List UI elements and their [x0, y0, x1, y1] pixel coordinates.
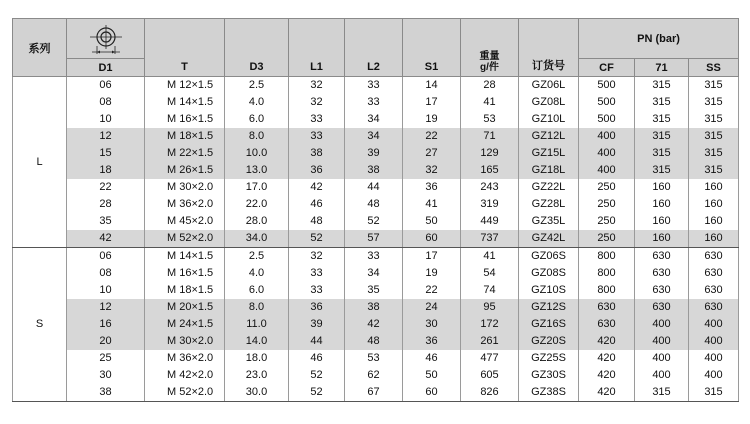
cell-d3: 14.0 — [225, 333, 289, 350]
cell-n71: 400 — [635, 316, 689, 333]
cell-s1: 41 — [403, 196, 461, 213]
cell-l1: 46 — [289, 196, 345, 213]
cell-s1: 17 — [403, 248, 461, 266]
cell-ss: 160 — [689, 230, 739, 248]
cell-l1: 44 — [289, 333, 345, 350]
cell-d1: 25 — [67, 350, 145, 367]
cell-weight: 71 — [461, 128, 519, 145]
cell-s1: 22 — [403, 282, 461, 299]
cell-weight: 449 — [461, 213, 519, 230]
cell-d3: 8.0 — [225, 128, 289, 145]
cell-order: GZ08L — [519, 94, 579, 111]
cell-n71: 315 — [635, 384, 689, 402]
cell-order: GZ12S — [519, 299, 579, 316]
cell-d1: 20 — [67, 333, 145, 350]
cell-d3: 17.0 — [225, 179, 289, 196]
cell-d1: 42 — [67, 230, 145, 248]
cell-weight: 53 — [461, 111, 519, 128]
header-d1: D1 — [67, 59, 145, 77]
cell-cf: 500 — [579, 77, 635, 95]
cell-weight: 261 — [461, 333, 519, 350]
cell-n71: 160 — [635, 179, 689, 196]
cell-l2: 34 — [345, 265, 403, 282]
table-row — [13, 111, 739, 128]
cell-cf: 500 — [579, 111, 635, 128]
cell-cf: 800 — [579, 265, 635, 282]
cell-cf: 420 — [579, 367, 635, 384]
cell-t: M 12×1.5 — [145, 77, 225, 95]
cell-l1: 32 — [289, 77, 345, 95]
table-row — [13, 282, 739, 299]
header-pn — [579, 19, 739, 59]
cell-s1: 36 — [403, 179, 461, 196]
cell-order: GZ22L — [519, 179, 579, 196]
cell-cf: 630 — [579, 299, 635, 316]
header-s1 — [403, 19, 461, 77]
cell-ss: 315 — [689, 111, 739, 128]
cell-order: GZ10S — [519, 282, 579, 299]
cell-cf: 630 — [579, 316, 635, 333]
cell-s1: 50 — [403, 213, 461, 230]
header-pn-label: PN (bar) — [637, 32, 680, 45]
cell-n71: 630 — [635, 299, 689, 316]
table-row — [13, 333, 739, 350]
cell-t: M 14×1.5 — [145, 248, 225, 266]
cell-ss: 315 — [689, 384, 739, 402]
cell-l2: 48 — [345, 333, 403, 350]
table-row — [13, 145, 739, 162]
table-row — [13, 350, 739, 367]
cell-d3: 4.0 — [225, 94, 289, 111]
cell-d3: 6.0 — [225, 282, 289, 299]
cell-l1: 52 — [289, 230, 345, 248]
cell-t: M 24×1.5 — [145, 316, 225, 333]
header-weight-line1: 重量 — [479, 51, 500, 62]
cell-l1: 36 — [289, 299, 345, 316]
cell-ss: 400 — [689, 350, 739, 367]
cell-l1: 33 — [289, 265, 345, 282]
cell-s1: 27 — [403, 145, 461, 162]
cell-d1: 12 — [67, 299, 145, 316]
cell-d3: 23.0 — [225, 367, 289, 384]
cell-order: GZ12L — [519, 128, 579, 145]
cell-d3: 28.0 — [225, 213, 289, 230]
header-series: 系列 — [13, 19, 67, 77]
cell-order: GZ38S — [519, 384, 579, 402]
cell-t: M 16×1.5 — [145, 265, 225, 282]
table-row — [13, 162, 739, 179]
cell-n71: 315 — [635, 94, 689, 111]
cell-n71: 630 — [635, 248, 689, 266]
cell-ss: 160 — [689, 179, 739, 196]
table-row — [13, 77, 739, 95]
cell-cf: 250 — [579, 179, 635, 196]
cell-d3: 6.0 — [225, 111, 289, 128]
cell-n71: 400 — [635, 367, 689, 384]
cell-d3: 2.5 — [225, 77, 289, 95]
header-l2-label: L2 — [367, 61, 380, 73]
cell-l2: 52 — [345, 213, 403, 230]
cell-n71: 400 — [635, 333, 689, 350]
table-row — [13, 384, 739, 402]
cell-t: M 20×1.5 — [145, 299, 225, 316]
cell-l2: 33 — [345, 248, 403, 266]
series-cell: L — [13, 77, 67, 248]
cell-s1: 17 — [403, 94, 461, 111]
cell-order: GZ18L — [519, 162, 579, 179]
cell-d1: 22 — [67, 179, 145, 196]
cell-weight: 129 — [461, 145, 519, 162]
cell-d3: 4.0 — [225, 265, 289, 282]
cell-t: M 30×2.0 — [145, 179, 225, 196]
cell-weight: 95 — [461, 299, 519, 316]
cell-l2: 38 — [345, 299, 403, 316]
cell-d1: 10 — [67, 111, 145, 128]
table-row — [13, 213, 739, 230]
cell-weight: 737 — [461, 230, 519, 248]
cell-s1: 19 — [403, 265, 461, 282]
cell-l1: 33 — [289, 282, 345, 299]
cell-t: M 26×1.5 — [145, 162, 225, 179]
header-weight — [461, 19, 519, 77]
cell-n71: 630 — [635, 282, 689, 299]
cell-n71: 315 — [635, 77, 689, 95]
cell-order: GZ15L — [519, 145, 579, 162]
cell-l1: 32 — [289, 94, 345, 111]
cell-d1: 16 — [67, 316, 145, 333]
cell-t: M 30×2.0 — [145, 333, 225, 350]
table-row — [13, 230, 739, 248]
cell-weight: 74 — [461, 282, 519, 299]
cell-weight: 243 — [461, 179, 519, 196]
cell-n71: 315 — [635, 111, 689, 128]
cell-l2: 62 — [345, 367, 403, 384]
cell-order: GZ16S — [519, 316, 579, 333]
cell-cf: 420 — [579, 350, 635, 367]
cell-cf: 400 — [579, 145, 635, 162]
spec-table — [12, 18, 739, 402]
cell-s1: 50 — [403, 367, 461, 384]
table-row — [13, 248, 739, 266]
cell-ss: 630 — [689, 248, 739, 266]
cell-l2: 33 — [345, 94, 403, 111]
cell-weight: 41 — [461, 248, 519, 266]
cell-l2: 53 — [345, 350, 403, 367]
header-l1 — [289, 19, 345, 77]
cell-ss: 160 — [689, 213, 739, 230]
cell-weight: 605 — [461, 367, 519, 384]
cell-l2: 39 — [345, 145, 403, 162]
table-row — [13, 265, 739, 282]
cell-weight: 477 — [461, 350, 519, 367]
header-order-label: 订货号 — [532, 60, 565, 72]
cell-l1: 46 — [289, 350, 345, 367]
cell-d1: 10 — [67, 282, 145, 299]
spec-table-container — [12, 18, 738, 402]
header-cf: CF — [579, 59, 635, 77]
cell-weight: 41 — [461, 94, 519, 111]
cell-order: GZ08S — [519, 265, 579, 282]
table-row — [13, 179, 739, 196]
cell-d1: 28 — [67, 196, 145, 213]
cell-d1: 06 — [67, 248, 145, 266]
cell-t: M 45×2.0 — [145, 213, 225, 230]
cell-s1: 14 — [403, 77, 461, 95]
cell-ss: 630 — [689, 265, 739, 282]
cell-d3: 2.5 — [225, 248, 289, 266]
cell-d3: 30.0 — [225, 384, 289, 402]
header-s1-label: S1 — [424, 61, 439, 73]
cell-s1: 46 — [403, 350, 461, 367]
cell-t: M 52×2.0 — [145, 230, 225, 248]
cell-s1: 36 — [403, 333, 461, 350]
cell-order: GZ20S — [519, 333, 579, 350]
cell-d1: 12 — [67, 128, 145, 145]
cell-n71: 315 — [635, 145, 689, 162]
cell-t: M 14×1.5 — [145, 94, 225, 111]
header-t-label: T — [181, 61, 188, 73]
cell-s1: 30 — [403, 316, 461, 333]
cell-d3: 11.0 — [225, 316, 289, 333]
cell-t: M 16×1.5 — [145, 111, 225, 128]
cell-d3: 13.0 — [225, 162, 289, 179]
cell-cf: 800 — [579, 282, 635, 299]
cell-ss: 630 — [689, 282, 739, 299]
table-body — [13, 77, 739, 402]
cell-weight: 28 — [461, 77, 519, 95]
cell-ss: 400 — [689, 367, 739, 384]
cell-t: M 22×1.5 — [145, 145, 225, 162]
cell-d1: 08 — [67, 94, 145, 111]
cell-l1: 33 — [289, 128, 345, 145]
cell-t: M 18×1.5 — [145, 282, 225, 299]
cell-ss: 400 — [689, 333, 739, 350]
cell-cf: 250 — [579, 196, 635, 213]
cell-d3: 22.0 — [225, 196, 289, 213]
cell-weight: 165 — [461, 162, 519, 179]
cell-s1: 24 — [403, 299, 461, 316]
cell-n71: 160 — [635, 213, 689, 230]
series-cell: S — [13, 248, 67, 402]
cell-ss: 315 — [689, 77, 739, 95]
cell-l1: 36 — [289, 162, 345, 179]
cell-d1: 08 — [67, 265, 145, 282]
cell-ss: 315 — [689, 128, 739, 145]
cell-n71: 400 — [635, 350, 689, 367]
cell-d3: 8.0 — [225, 299, 289, 316]
cell-l1: 32 — [289, 248, 345, 266]
cell-l2: 44 — [345, 179, 403, 196]
cell-l1: 39 — [289, 316, 345, 333]
header-d1-symbol-cell — [67, 19, 145, 59]
cell-t: M 42×2.0 — [145, 367, 225, 384]
cell-s1: 22 — [403, 128, 461, 145]
cell-order: GZ06L — [519, 77, 579, 95]
cell-l2: 67 — [345, 384, 403, 402]
cell-d1: 15 — [67, 145, 145, 162]
cell-d1: 38 — [67, 384, 145, 402]
cell-d3: 10.0 — [225, 145, 289, 162]
cell-order: GZ28L — [519, 196, 579, 213]
header-71: 71 — [635, 59, 689, 77]
cell-d1: 06 — [67, 77, 145, 95]
cell-l1: 33 — [289, 111, 345, 128]
table-row — [13, 367, 739, 384]
cell-order: GZ25S — [519, 350, 579, 367]
cell-d1: 18 — [67, 162, 145, 179]
header-d3-label: D3 — [249, 61, 264, 73]
cell-n71: 630 — [635, 265, 689, 282]
cell-l2: 34 — [345, 111, 403, 128]
cell-d1: 30 — [67, 367, 145, 384]
cell-ss: 315 — [689, 145, 739, 162]
cell-cf: 400 — [579, 128, 635, 145]
cell-t: M 36×2.0 — [145, 350, 225, 367]
cell-s1: 19 — [403, 111, 461, 128]
cell-n71: 315 — [635, 162, 689, 179]
cell-ss: 630 — [689, 299, 739, 316]
header-l1-label: L1 — [310, 61, 323, 73]
table-row — [13, 196, 739, 213]
cell-cf: 500 — [579, 94, 635, 111]
cell-d1: 35 — [67, 213, 145, 230]
cell-l2: 34 — [345, 128, 403, 145]
cell-ss: 315 — [689, 94, 739, 111]
fitting-cross-section-icon — [84, 22, 128, 56]
cell-t: M 36×2.0 — [145, 196, 225, 213]
header-order — [519, 19, 579, 77]
cell-s1: 60 — [403, 384, 461, 402]
cell-weight: 172 — [461, 316, 519, 333]
cell-ss: 160 — [689, 196, 739, 213]
cell-l2: 57 — [345, 230, 403, 248]
cell-weight: 319 — [461, 196, 519, 213]
cell-n71: 315 — [635, 128, 689, 145]
table-row — [13, 128, 739, 145]
cell-t: M 18×1.5 — [145, 128, 225, 145]
cell-n71: 160 — [635, 230, 689, 248]
cell-cf: 400 — [579, 162, 635, 179]
cell-order: GZ42L — [519, 230, 579, 248]
cell-ss: 315 — [689, 162, 739, 179]
cell-t: M 52×2.0 — [145, 384, 225, 402]
cell-d3: 18.0 — [225, 350, 289, 367]
cell-order: GZ10L — [519, 111, 579, 128]
cell-l1: 52 — [289, 367, 345, 384]
cell-l1: 38 — [289, 145, 345, 162]
cell-cf: 420 — [579, 384, 635, 402]
cell-l2: 33 — [345, 77, 403, 95]
cell-order: GZ30S — [519, 367, 579, 384]
table-row — [13, 316, 739, 333]
cell-l2: 42 — [345, 316, 403, 333]
cell-cf: 800 — [579, 248, 635, 266]
header-l2 — [345, 19, 403, 77]
cell-order: GZ35L — [519, 213, 579, 230]
cell-weight: 826 — [461, 384, 519, 402]
cell-l2: 48 — [345, 196, 403, 213]
cell-l1: 48 — [289, 213, 345, 230]
cell-cf: 420 — [579, 333, 635, 350]
cell-l1: 42 — [289, 179, 345, 196]
cell-ss: 400 — [689, 316, 739, 333]
cell-cf: 250 — [579, 230, 635, 248]
cell-s1: 60 — [403, 230, 461, 248]
cell-l2: 35 — [345, 282, 403, 299]
header-ss: SS — [689, 59, 739, 77]
cell-l2: 38 — [345, 162, 403, 179]
cell-s1: 32 — [403, 162, 461, 179]
header-t — [145, 19, 225, 77]
cell-n71: 160 — [635, 196, 689, 213]
cell-d3: 34.0 — [225, 230, 289, 248]
header-d3 — [225, 19, 289, 77]
header-weight-line2: g/件 — [480, 62, 499, 73]
cell-order: GZ06S — [519, 248, 579, 266]
cell-l1: 52 — [289, 384, 345, 402]
table-row — [13, 94, 739, 111]
table-row — [13, 299, 739, 316]
cell-weight: 54 — [461, 265, 519, 282]
cell-cf: 250 — [579, 213, 635, 230]
